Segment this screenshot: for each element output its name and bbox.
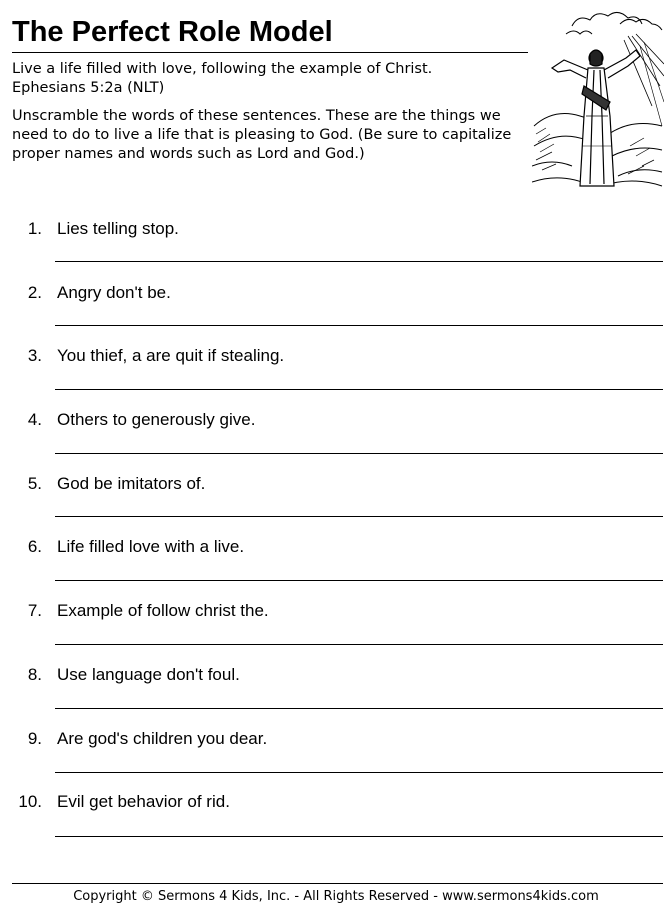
question-text: God be imitators of. [57, 474, 206, 493]
question-number: 6. [27, 537, 42, 556]
answer-line[interactable] [55, 772, 663, 773]
question-text: You thief, a are quit if stealing. [57, 346, 285, 365]
question-number: 8. [27, 665, 42, 684]
verse-reference: Ephesians 5:2a (NLT) [12, 80, 165, 96]
answer-line[interactable] [55, 453, 663, 454]
instructions: Unscramble the words of these sentences. These are the things we need to do to live a life that is pleasing to God. (Be sure to capitalize proper names and words such as Lord and God.) [12, 108, 512, 162]
question-number: 3. [27, 346, 42, 365]
question-text: Lies telling stop. [57, 219, 179, 238]
question-number: 10. [18, 792, 42, 811]
question-number: 4. [27, 410, 42, 429]
answer-line[interactable] [55, 261, 663, 262]
answer-line[interactable] [55, 644, 663, 645]
question-number: 1. [27, 219, 42, 238]
answer-line[interactable] [55, 836, 663, 837]
question-text: Are god's children you dear. [57, 729, 268, 748]
question-text: Others to generously give. [57, 410, 256, 429]
question-number: 7. [27, 601, 42, 620]
answer-line[interactable] [55, 708, 663, 709]
question-text: Evil get behavior of rid. [57, 792, 230, 811]
question-text: Angry don't be. [57, 283, 171, 302]
answer-line[interactable] [55, 325, 663, 326]
question-number: 9. [27, 729, 42, 748]
footer-divider [12, 883, 663, 884]
question-text: Use language don't foul. [57, 665, 240, 684]
question-text: Life filled love with a live. [57, 537, 245, 556]
answer-line[interactable] [55, 580, 663, 581]
copyright-footer: Copyright © Sermons 4 Kids, Inc. - All Rights Reserved - www.sermons4kids.com [73, 889, 599, 904]
answer-line[interactable] [55, 389, 663, 390]
question-text: Example of follow christ the. [57, 601, 269, 620]
page-title: The Perfect Role Model [12, 16, 333, 48]
answer-line[interactable] [55, 516, 663, 517]
verse-text: Live a life filled with love, following the example of Christ. [12, 61, 433, 77]
question-number: 5. [27, 474, 42, 493]
question-number: 2. [27, 283, 42, 302]
